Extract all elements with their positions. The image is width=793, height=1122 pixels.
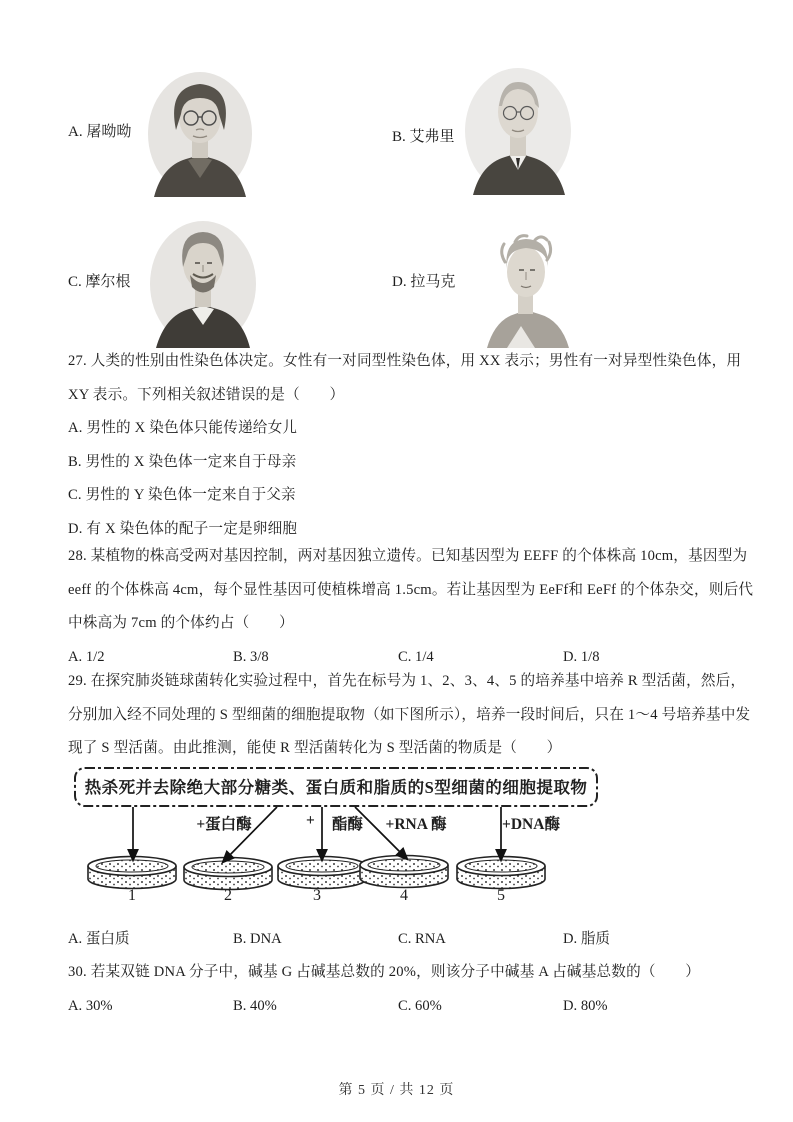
dish-number-1: 1 (128, 887, 136, 904)
portrait-tu-youyou-image (148, 72, 252, 197)
q28-option-a: A. 1/2 (68, 648, 105, 665)
portrait-avery-image (465, 68, 572, 195)
question-28 (68, 540, 754, 674)
q27-line-1: 27. 人类的性别由性染色体决定。女性有一对同型性染色体，用 XX 表示；男性有一对异型性染色体，用 (68, 353, 742, 369)
dish-number-4: 4 (400, 887, 408, 904)
q27-option-d: D. 有 X 染色体的配子一定是卵细胞 (68, 520, 298, 537)
q29-line-2: 分别加入经不同处理的 S 型细菌的细胞提取物（如下图所示），培养一段时间后，只在 1～4 号培养基中发 (68, 706, 751, 723)
q29-line-3: 现了 S 型活菌。由此推测，能使 R 型活菌转化为 S 型活菌的物质是（ ） (68, 740, 562, 756)
treatment-esterase-name: 酯酶 (331, 816, 363, 833)
portrait-option-d-label: D. 拉马克 (392, 274, 456, 290)
portrait-morgan-image (150, 221, 256, 348)
q28-option-b: B. 3/8 (233, 648, 269, 665)
dish-number-3: 3 (313, 887, 321, 904)
q29-option-d: D. 脂质 (563, 931, 611, 947)
q30-line-1: 30. 若某双链 DNA 分子中，碱基 G 占碱基总数的 20%，则该分子中碱基 A 占碱基总数的（ ） (68, 964, 701, 980)
treatment-protease-label: +蛋白酶 (196, 816, 252, 833)
q30-option-d: D. 80% (563, 997, 608, 1014)
q29-line-1: 29. 在探究肺炎链球菌转化实验过程中，首先在标号为 1、2、3、4、5 的培养基中培养 R 型活菌，然后， (68, 673, 746, 689)
q29-option-a: A. 蛋白质 (68, 931, 130, 947)
q28-line-3: 中株高为 7cm 的个体约占（ ） (68, 615, 294, 631)
petri-dish-2 (184, 858, 272, 890)
q30-option-b: B. 40% (233, 997, 277, 1014)
extract-box-text: 热杀死并去除绝大部分糖类、蛋白质和脂质的S型细菌的细胞提取物 (84, 778, 588, 797)
q27-line-2: XY 表示。下列相关叙述错误的是（ ） (68, 386, 345, 403)
treatment-dnase-label: +DNA酶 (502, 816, 560, 833)
treatment-esterase-label (306, 812, 376, 834)
question-30 (68, 956, 736, 1023)
q27-option-b: B. 男性的 X 染色体一定来自于母亲 (68, 453, 297, 470)
q28-line-1: 28. 某植物的株高受两对基因控制，两对基因独立遗传。已知基因型为 EEFF 的个体株高 10cm，基因型为 (68, 548, 748, 564)
q27-option-a: A. 男性的 X 染色体只能传递给女儿 (68, 420, 298, 436)
q30-option-c: C. 60% (398, 997, 442, 1014)
portrait-lamarck-image (477, 230, 575, 348)
q28-line-2: eeff 的个体株高 4cm，每个显性基因可使植株增高 1.5cm。若让基因型为 EeFf和 EeFf 的个体杂交，则后代 (68, 581, 754, 598)
q30-options-row (68, 990, 736, 1024)
portrait-option-b-label: B. 艾弗里 (392, 129, 455, 145)
portrait-option-c-label: C. 摩尔根 (68, 274, 131, 290)
q28-option-c: C. 1/4 (398, 648, 434, 665)
question-29 (68, 665, 751, 766)
petri-dish-3 (278, 857, 366, 889)
q28-option-d: D. 1/8 (563, 648, 600, 665)
question-27 (68, 345, 742, 546)
petri-dish-5 (457, 857, 545, 889)
portrait-option-a-label: A. 屠呦呦 (68, 124, 132, 140)
dish-number-5: 5 (497, 887, 505, 904)
q29-options-row (68, 923, 736, 957)
q29-option-c: C. RNA (398, 931, 446, 947)
petri-dish-4 (360, 856, 448, 888)
petri-dish-1 (88, 857, 176, 889)
q27-option-c: C. 男性的 Y 染色体一定来自于父亲 (68, 487, 296, 503)
treatment-rnase-label: +RNA 酶 (385, 816, 447, 833)
dish-number-2: 2 (224, 887, 232, 904)
page-number-footer: 第 5 页 / 共 12 页 (338, 1083, 455, 1098)
treatment-esterase-plus: + (306, 812, 315, 829)
q29-option-b: B. DNA (233, 931, 282, 947)
q30-option-a: A. 30% (68, 997, 113, 1014)
